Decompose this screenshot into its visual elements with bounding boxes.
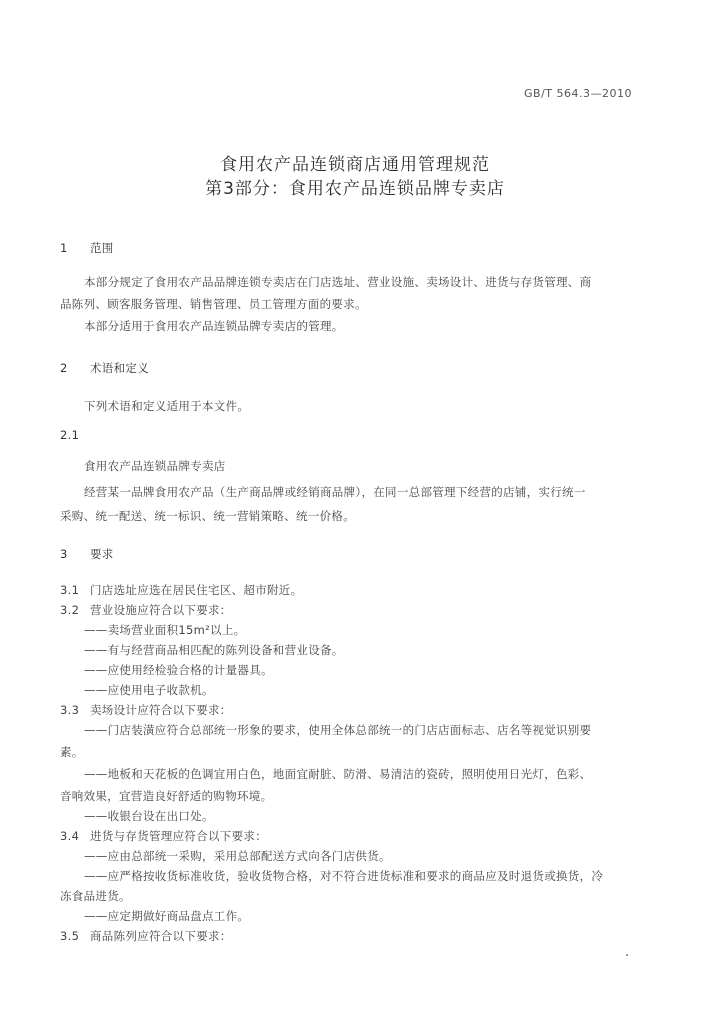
paragraph: 品陈列、顾客服务管理、销售管理、员工管理方面的要求。	[60, 297, 367, 311]
clause-3-2	[60, 602, 232, 618]
clause-text: 门店选址应选在居民住宅区、超市附近。	[90, 583, 303, 597]
list-item: ——应由总部统一采购，采用总部配送方式向各门店供货。	[84, 849, 391, 863]
clause-number: 3.5	[60, 929, 80, 943]
clause-3-1	[60, 582, 302, 598]
paragraph: 下列术语和定义适用于本文件。	[84, 399, 250, 413]
document-title-line-2: 第3部分：食用农产品连锁品牌专卖店	[205, 179, 505, 199]
section-number: 1	[60, 241, 68, 255]
list-item: ——有与经营商品相匹配的陈列设备和营业设备。	[84, 643, 344, 657]
section-3-heading	[60, 546, 114, 562]
clause-text: 商品陈列应符合以下要求：	[90, 929, 232, 943]
list-item-continuation: 素。	[60, 745, 84, 759]
list-item: ——应使用电子收款机。	[84, 683, 214, 697]
list-item: ——应定期做好商品盘点工作。	[84, 909, 250, 923]
list-item: ——门店装潢应符合总部统一形象的要求，使用全体总部统一的门店店面标志、店名等视觉识别要	[84, 723, 592, 737]
paragraph: 本部分适用于食用农产品连锁品牌专卖店的管理。	[84, 319, 344, 333]
paragraph: 本部分规定了食用农产品品牌连锁专卖店在门店选址、营业设施、卖场设计、进货与存货管理、商	[84, 275, 592, 289]
scan-speck	[626, 954, 628, 956]
document-title-line-1: 食用农产品连锁商店通用管理规范	[220, 155, 490, 175]
section-title: 范围	[90, 241, 114, 255]
clause-3-3	[60, 702, 232, 718]
clause-text: 营业设施应符合以下要求：	[90, 603, 232, 617]
section-number: 3	[60, 547, 68, 561]
list-item-continuation: 冻食品进货。	[60, 889, 131, 903]
term-number: 2.1	[60, 428, 80, 442]
clause-text: 进货与存货管理应符合以下要求：	[90, 829, 267, 843]
section-title: 术语和定义	[90, 361, 149, 375]
clause-3-4	[60, 828, 267, 844]
clause-number: 3.1	[60, 583, 80, 597]
list-item-continuation: 音响效果，宜营造良好舒适的购物环境。	[60, 789, 273, 803]
clause-number: 3.4	[60, 829, 80, 843]
list-item: ——应使用经检验合格的计量器具。	[84, 663, 273, 677]
standard-code: GB/T 564.3—2010	[524, 87, 632, 100]
clause-number: 3.2	[60, 603, 80, 617]
list-item: ——应严格按收货标准收货，验收货物合格，对不符合进货标准和要求的商品应及时退货或换货，冷	[84, 869, 604, 883]
clause-3-5	[60, 928, 232, 944]
section-1-heading	[60, 240, 114, 256]
term-name: 食用农产品连锁品牌专卖店	[84, 459, 226, 473]
section-title: 要求	[90, 547, 114, 561]
section-2-heading	[60, 360, 149, 376]
term-definition: 采购、统一配送、统一标识、统一营销策略、统一价格。	[60, 509, 355, 523]
clause-number: 3.3	[60, 703, 80, 717]
list-item: ——地板和天花板的色调宜用白色，地面宜耐脏、防滑、易清洁的瓷砖，照明使用日光灯，色彩、	[84, 767, 592, 781]
list-item: ——收银台设在出口处。	[84, 809, 214, 823]
clause-text: 卖场设计应符合以下要求：	[90, 703, 232, 717]
list-item: ——卖场营业面积15m²以上。	[84, 623, 246, 637]
term-definition: 经营某一品牌食用农产品（生产商品牌或经销商品牌），在同一总部管理下经营的店铺，实行统一	[84, 485, 586, 499]
section-number: 2	[60, 361, 68, 375]
